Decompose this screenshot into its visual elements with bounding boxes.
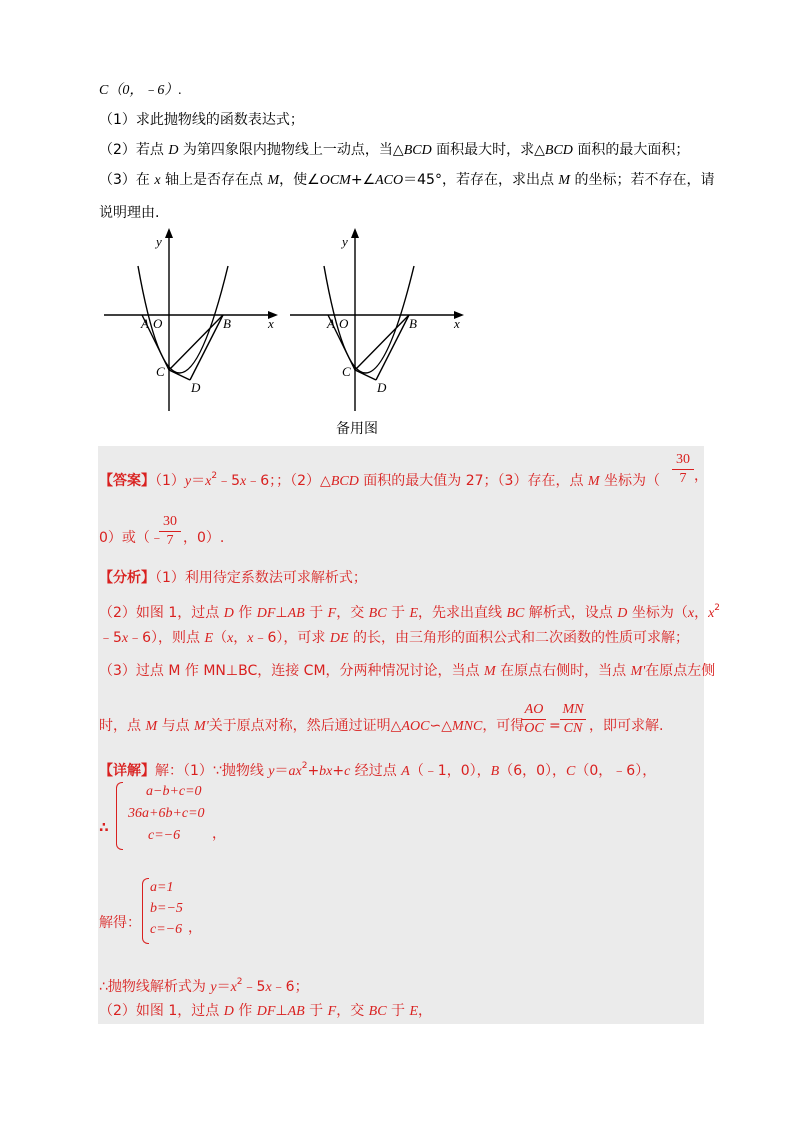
detail-text: ， (212, 826, 226, 842)
detail-var: AB (287, 1004, 305, 1019)
question-3 (99, 170, 715, 191)
answer-text: 面积的最大值为 27；（3）存在，点 (358, 473, 588, 489)
fraction-mn-cn (560, 702, 586, 737)
detail-text: 于 (386, 1003, 410, 1019)
detail-var: D (223, 1004, 234, 1019)
segment-cd (355, 370, 376, 380)
fraction-denominator: CN (563, 721, 583, 736)
analysis-text: ，即可求解. (589, 718, 664, 734)
equation-system-1 (116, 782, 226, 850)
analysis-tag: 【分析】 (99, 570, 155, 586)
analysis-text: 关于原点对称，然后通过证明△ (208, 718, 402, 734)
q3-var: OCM (319, 173, 351, 188)
analysis-var: x (121, 631, 129, 646)
solve-label: 解得： (99, 915, 141, 931)
label-o: O (153, 316, 163, 331)
q1-text: （1）求此抛物线的函数表达式； (99, 112, 304, 128)
detail-var: B (490, 764, 500, 779)
answer-var: x (240, 474, 247, 489)
detail-line-4 (99, 972, 309, 998)
analysis-var: x (687, 606, 695, 621)
analysis-text: ﹣6），可求 (253, 630, 330, 646)
analysis-text: 于 (386, 605, 410, 621)
analysis-var: DF (256, 606, 276, 621)
equation-row: 36a+6b+c=0 (128, 806, 205, 821)
segment-bc (169, 315, 223, 370)
answer-text: 坐标为（ (599, 473, 661, 489)
detail-text: 于 (304, 1003, 328, 1019)
analysis-var: DE (329, 631, 349, 646)
equation-row: b=−5 (150, 901, 183, 916)
q2-text: 面积最大时，求△ (431, 142, 545, 158)
q3-text: ，使∠ (279, 172, 320, 188)
analysis-line-5 (99, 716, 524, 737)
analysis-text: ⊥ (275, 605, 288, 621)
detail-var: y (210, 980, 217, 995)
detail-var: bx (319, 764, 333, 779)
analysis-var: x (708, 606, 715, 621)
analysis-line-4 (99, 661, 715, 682)
analysis-text: ，先求出直线 (418, 605, 507, 621)
analysis-text: ， (233, 630, 248, 646)
equation-row: c=−6 (148, 828, 181, 843)
detail-line-5 (99, 1001, 432, 1022)
detail-text: ，交 (336, 1003, 369, 1019)
analysis-text: ，交 (336, 605, 369, 621)
q3-var: ACO (375, 173, 404, 188)
segment-bd (376, 315, 409, 380)
analysis-text: 作 (233, 605, 257, 621)
analysis-var: BC (368, 606, 387, 621)
brace-icon (116, 782, 123, 850)
parabola-figure-1 (100, 228, 300, 413)
detail-text: + (332, 763, 345, 779)
detail-text: ， (418, 1003, 433, 1019)
q2-text: 为第四象限内抛物线上一动点，当△ (178, 142, 404, 158)
q3-text: 说明理由. (99, 205, 160, 221)
detail-var: C (566, 764, 576, 779)
detail-var: x (265, 980, 272, 995)
q2-text: 面积的最大面积； (572, 142, 690, 158)
label-o: O (339, 316, 349, 331)
label-c: C (342, 364, 351, 379)
detail-text: 经过点 (350, 763, 402, 779)
detail-var: y (268, 764, 275, 779)
answer-exponent: 2 (211, 471, 218, 481)
analysis-line-2 (99, 598, 720, 624)
analysis-text: 时，点 (99, 718, 146, 734)
label-a: A (141, 316, 149, 331)
segment-cd (169, 370, 190, 380)
detail-text: （0，﹣6）， (575, 763, 657, 779)
equation-row: c=−6 (150, 922, 183, 937)
detail-text: ， (188, 920, 202, 936)
label-y: y (156, 234, 162, 249)
equation-row: a−b+c=0 (146, 784, 202, 799)
detail-text: 解：（1）∵抛物线 (155, 763, 269, 779)
detail-text: （﹣1，0）， (409, 763, 491, 779)
fraction-numerator: MN (562, 702, 584, 717)
label-b: B (409, 316, 417, 331)
analysis-var: AB (287, 606, 305, 621)
therefore-symbol: ∴ (99, 820, 109, 836)
q3-text: ＝45°，若存在，求出点 (403, 172, 559, 188)
label-d: D (191, 380, 201, 395)
analysis-text: 在原点右侧时，当点 (495, 663, 631, 679)
detail-var: DF (256, 1004, 276, 1019)
analysis-var: M' (630, 664, 646, 679)
analysis-text: （1）利用待定系数法可求解析式； (155, 570, 367, 586)
answer-text: ，0）. (183, 530, 225, 546)
detail-line-1 (99, 756, 656, 782)
detail-text: （6，0）， (499, 763, 567, 779)
detail-text: （2）如图 1，过点 (99, 1003, 224, 1019)
analysis-text: 坐标为（ (627, 605, 688, 621)
analysis-text: 在原点左侧 (645, 663, 716, 679)
answer-text: ﹣6；；（2）△ (246, 473, 331, 489)
analysis-var: x (247, 631, 254, 646)
brace-icon (142, 878, 149, 944)
detail-text: ＝ (274, 763, 289, 779)
answer-text: （1） (155, 473, 185, 489)
detail-text: ⊥ (275, 1003, 288, 1019)
fraction-denominator: 7 (679, 471, 687, 486)
answer-var: BCD (330, 474, 359, 489)
analysis-var: AOC (401, 719, 430, 734)
analysis-text: ， (694, 605, 709, 621)
detail-var: A (401, 764, 410, 779)
detail-exponent: 2 (301, 761, 308, 771)
analysis-var: D (223, 606, 234, 621)
q2-var: D (168, 143, 179, 158)
label-a: A (327, 316, 335, 331)
parabola-curve (324, 266, 414, 373)
analysis-text: ﹣6），则点 (128, 630, 205, 646)
fraction-numerator: AO (524, 702, 544, 717)
answer-var: y (184, 474, 192, 489)
fraction-30-7 (672, 452, 694, 487)
parabola-figure-2 (286, 228, 486, 413)
analysis-text: ∽△ (429, 718, 452, 734)
analysis-text: ，可得 (482, 718, 525, 734)
q3-var: x (154, 173, 161, 188)
intro-text: C（0，﹣6）. (99, 83, 182, 98)
fraction-bar (159, 531, 181, 532)
answer-text: 0）或（﹣ (99, 530, 164, 546)
fraction-denominator: OC (524, 721, 544, 736)
fraction-neg-30-7 (159, 514, 181, 549)
analysis-text: （2）如图 1，过点 (99, 605, 224, 621)
detail-var: ax (288, 764, 302, 779)
answer-var: M (587, 474, 600, 489)
fraction-numerator: 30 (163, 514, 177, 529)
fraction-bar (560, 719, 586, 720)
label-x: x (268, 316, 274, 331)
analysis-text: ﹣5 (99, 630, 122, 646)
analysis-var: BC (506, 606, 525, 621)
analysis-var: M (483, 664, 496, 679)
segment-bd (190, 315, 223, 380)
answer-var: x (205, 474, 212, 489)
label-c: C (156, 364, 165, 379)
label-b: B (223, 316, 231, 331)
analysis-text: （ (213, 630, 228, 646)
label-d: D (377, 380, 387, 395)
fraction-bar (522, 719, 546, 720)
q3-text: （3）在 (99, 172, 155, 188)
label-y: y (342, 234, 348, 249)
label-x: x (454, 316, 460, 331)
segment-bc (355, 315, 409, 370)
analysis-var: x (227, 631, 234, 646)
analysis-text: 的长，由三角形的面积公式和二次函数的性质可求解； (348, 630, 689, 646)
q3-var: M (558, 173, 571, 188)
detail-var: E (409, 1004, 419, 1019)
analysis-var: D (617, 606, 628, 621)
detail-var: c (344, 764, 351, 779)
fraction-ao-oc (522, 702, 546, 737)
parabola-curve (138, 266, 228, 373)
analysis-text: （3）过点 M 作 MN⊥BC，连接 CM，分两种情况讨论，当点 (99, 663, 484, 679)
detail-var: x (230, 980, 237, 995)
analysis-var: M' (194, 719, 209, 734)
question-1 (99, 110, 304, 130)
detail-text: ﹣5 (242, 979, 266, 995)
answer-line-1 (99, 466, 660, 492)
detail-text: ＝ (216, 979, 231, 995)
figure-caption: 备用图 (336, 421, 378, 437)
detail-tag: 【详解】 (99, 763, 155, 779)
q3-text: +∠ (350, 172, 376, 188)
detail-var: F (327, 1004, 337, 1019)
answer-tag: 【答案】 (99, 473, 155, 489)
detail-text: + (307, 763, 320, 779)
detail-text: ﹣6； (271, 979, 309, 995)
question-3-cont (99, 203, 159, 223)
analysis-var: M (145, 719, 158, 734)
analysis-var: E (204, 631, 214, 646)
q3-var: M (267, 173, 280, 188)
fraction-bar (672, 469, 694, 470)
detail-text: 作 (233, 1003, 257, 1019)
analysis-line-1 (99, 568, 367, 588)
answer-text: ， (694, 468, 708, 484)
analysis-text: 与点 (157, 718, 195, 734)
detail-exponent: 2 (236, 977, 243, 987)
question-2 (99, 140, 689, 161)
q3-text: 的坐标；若不存在，请 (570, 172, 715, 188)
detail-var: BC (368, 1004, 387, 1019)
fraction-denominator: 7 (166, 533, 174, 548)
problem-intro (99, 80, 182, 101)
detail-text: ∴抛物线解析式为 (99, 979, 211, 995)
equals-sign: = (549, 718, 561, 734)
analysis-var: E (409, 606, 419, 621)
analysis-text: 解析式，设点 (524, 605, 618, 621)
q2-var: BCD (403, 143, 432, 158)
answer-text: ﹣5 (217, 473, 241, 489)
q2-var: BCD (544, 143, 573, 158)
q3-text: 轴上是否存在点 (160, 172, 268, 188)
answer-text: ＝ (191, 473, 206, 489)
q2-text: （2）若点 (99, 142, 169, 158)
y-arrow-icon (165, 228, 173, 238)
analysis-var: MNC (451, 719, 483, 734)
answer-line-2 (99, 528, 164, 548)
fraction-numerator: 30 (676, 452, 690, 467)
equation-row: a=1 (150, 880, 174, 895)
analysis-text: 于 (304, 605, 328, 621)
analysis-var: F (327, 606, 337, 621)
analysis-exponent: 2 (714, 603, 721, 613)
analysis-line-3 (99, 628, 689, 649)
y-arrow-icon (351, 228, 359, 238)
